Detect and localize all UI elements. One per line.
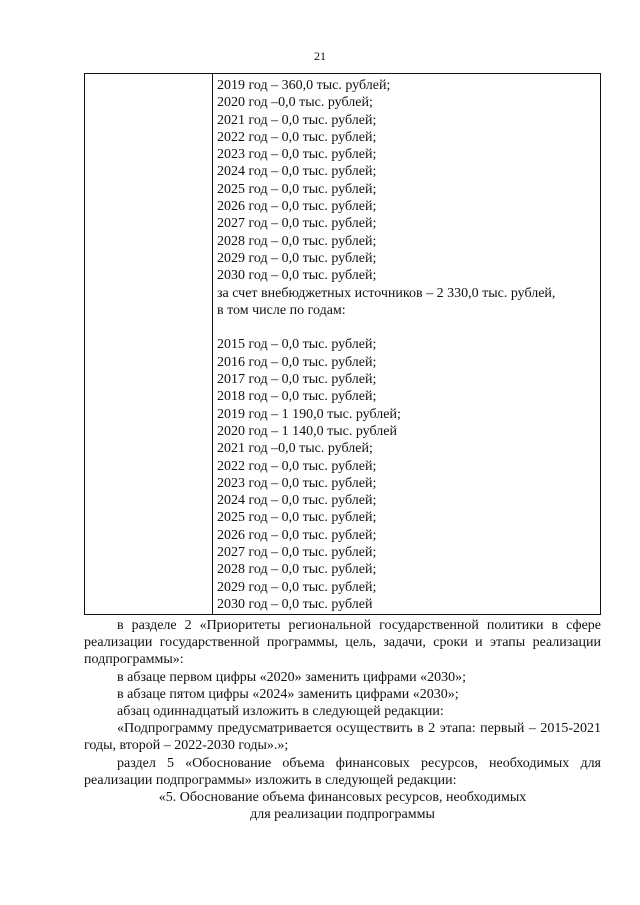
paragraph-first-abzac: в абзаце первом цифры «2020» заменить цифрами «2030»; [117,669,466,685]
year-line: 2021 год – 0,0 тыс. рублей; [217,112,377,128]
year-line: 2023 год – 0,0 тыс. рублей; [217,147,377,163]
paragraph-section-2: в разделе 2 «Приоритеты региональной государственной политики в сфере реализации государственной программы, цель, задачи, сроки и этапы реализации подпрограммы»: [84,618,601,668]
year-line: 2019 год – 1 190,0 тыс. рублей; [217,406,401,422]
year-line: 2029 год – 0,0 тыс. рублей; [217,250,377,266]
page-number: 21 [314,49,326,63]
year-line: 2026 год – 0,0 тыс. рублей; [217,199,377,215]
year-line: 2030 год – 0,0 тыс. рублей; [217,268,377,284]
funding-table [84,73,601,615]
extrabudget-total-line: за счет внебюджетных источников – 2 330,0 тыс. рублей, [217,285,556,301]
year-line: 2022 год – 0,0 тыс. рублей; [217,458,377,474]
blank-line [217,319,595,336]
table-column-divider [212,74,213,614]
year-line: 2020 год –0,0 тыс. рублей; [217,95,373,111]
year-line: 2027 год – 0,0 тыс. рублей; [217,545,377,561]
extrabudget-subtitle-line: в том числе по годам: [217,302,346,318]
year-line: 2017 год – 0,0 тыс. рублей; [217,372,377,388]
year-line: 2015 год – 0,0 тыс. рублей; [217,337,377,353]
year-line: 2025 год – 0,0 тыс. рублей; [217,181,377,197]
table-content-cell [217,77,595,613]
year-line: 2028 год – 0,0 тыс. рублей; [217,233,377,249]
document-body [84,617,601,823]
paragraph-section-5: раздел 5 «Обоснование объема финансовых ресурсов, необходимых для реализации подпрограммы» изложить в следующей редакции: [84,755,601,788]
section-heading-line-2: для реализации подпрограммы [250,807,435,823]
year-line: 2018 год – 0,0 тыс. рублей; [217,389,377,405]
year-line: 2025 год – 0,0 тыс. рублей; [217,510,377,526]
year-line: 2029 год – 0,0 тыс. рублей; [217,579,377,595]
year-line: 2020 год – 1 140,0 тыс. рублей [217,423,397,439]
year-line: 2022 год – 0,0 тыс. рублей; [217,129,377,145]
paragraph-eleventh-abzac: абзац одиннадцатый изложить в следующей редакции: [117,704,444,720]
paragraph-subprogram-stages: «Подпрограмму предусматривается осуществить в 2 этапа: первый – 2015-2021 годы, второй – 2022-2030 годы».»; [84,721,601,754]
year-line: 2024 год – 0,0 тыс. рублей; [217,493,377,509]
year-line: 2028 год – 0,0 тыс. рублей; [217,562,377,578]
year-line: 2023 год – 0,0 тыс. рублей; [217,475,377,491]
paragraph-fifth-abzac: в абзаце пятом цифры «2024» заменить цифрами «2030»; [117,686,459,702]
year-line: 2016 год – 0,0 тыс. рублей; [217,354,377,370]
year-line: 2019 год – 360,0 тыс. рублей; [217,78,391,93]
year-line: 2024 год – 0,0 тыс. рублей; [217,164,377,180]
year-line: 2027 год – 0,0 тыс. рублей; [217,216,377,232]
year-line: 2026 год – 0,0 тыс. рублей; [217,527,377,543]
section-heading-line-1: «5. Обоснование объема финансовых ресурсов, необходимых [158,790,527,806]
year-line: 2030 год – 0,0 тыс. рублей [217,596,373,612]
year-line: 2021 год –0,0 тыс. рублей; [217,441,373,457]
